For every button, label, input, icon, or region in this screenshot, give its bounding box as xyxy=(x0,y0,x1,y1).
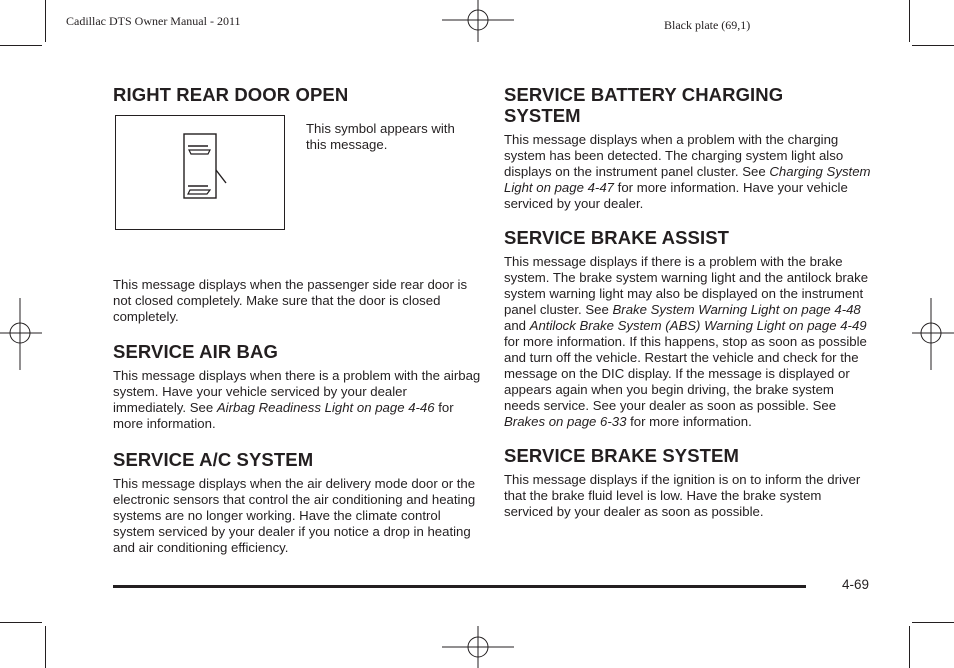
door-body: This message displays when the passenger side rear door is not closed completely. Make sure that the door is closed completely. xyxy=(113,277,468,324)
crop-mark-top-right-h xyxy=(912,45,954,46)
right-column xyxy=(504,84,872,520)
crop-mark-bottom-right-v xyxy=(909,626,910,668)
crop-mark-top-left-v xyxy=(45,0,46,42)
airbag-text-1: This message displays when there is a problem with the airbag system. Have your vehicle serviced by your dealer immediately. See xyxy=(113,368,481,415)
abs-warning-light-ref[interactable]: Antilock Brake System (ABS) Warning Light on page 4-49 xyxy=(529,318,867,333)
battery-body xyxy=(504,132,872,212)
plate-label: Black plate (69,1) xyxy=(664,18,751,32)
section-title-service-battery-charging-system: SERVICE BATTERY CHARGING SYSTEM xyxy=(504,84,784,126)
crop-mark-bottom-left-h xyxy=(0,622,42,623)
brake-assist-text-3: for more information. If this happens, stop as soon as possible and turn off the vehicle. Restart the vehicle and check for the message on the DIC display. If the message is displayed or appears again when you begin driving, the brake system needs service. See your dealer as soon as possible. See xyxy=(504,334,867,413)
section-title-service-ac-system: SERVICE A/C SYSTEM xyxy=(113,449,314,470)
manual-title: Cadillac DTS Owner Manual - 2011 xyxy=(66,14,241,28)
crop-mark-bottom-left-v xyxy=(45,626,46,668)
brake-assist-text-2: and xyxy=(504,318,530,333)
left-column xyxy=(113,84,481,556)
airbag-body xyxy=(113,368,481,432)
brake-system-warning-light-ref[interactable]: Brake System Warning Light on page 4-48 xyxy=(612,302,861,317)
section-title-right-rear-door-open: RIGHT REAR DOOR OPEN xyxy=(113,84,349,105)
battery-text-2: for more information. Have your vehicle serviced by your dealer. xyxy=(504,180,848,211)
brake-assist-text-1: This message displays if there is a problem with the brake system. The brake system warning light and the antilock brake system warning light may also be displayed on the instrument panel cluster. See xyxy=(504,254,869,317)
crop-mark-bottom-right-h xyxy=(912,622,954,623)
symbol-box xyxy=(115,115,285,230)
section-title-service-brake-assist: SERVICE BRAKE ASSIST xyxy=(504,227,730,248)
footer-rule xyxy=(113,585,806,588)
door-ajar-icon xyxy=(178,130,238,210)
ac-body: This message displays when the air delivery mode door or the electronic sensors that control the air conditioning and heating systems are no longer working. Have the climate control system serviced by your dealer if you notice a drop in heating and air conditioning efficiency. xyxy=(113,476,476,555)
brake-assist-body xyxy=(504,254,872,430)
charging-system-light-ref[interactable]: Charging System Light on page 4-47 xyxy=(504,164,871,195)
section-title-service-brake-system: SERVICE BRAKE SYSTEM xyxy=(504,445,740,466)
airbag-text-2: for more information. xyxy=(113,400,454,431)
brakes-ref[interactable]: Brakes on page 6-33 xyxy=(504,414,627,429)
registration-mark-left-icon xyxy=(0,298,42,370)
brake-assist-text-4: for more information. xyxy=(626,414,752,429)
symbol-caption: This symbol appears with this message. xyxy=(306,121,455,152)
airbag-readiness-light-ref[interactable]: Airbag Readiness Light on page 4-46 xyxy=(216,400,435,415)
registration-mark-top-icon xyxy=(442,0,514,42)
crop-mark-top-right-v xyxy=(909,0,910,42)
page-number: 4-69 xyxy=(842,577,870,592)
symbol-row xyxy=(113,115,481,253)
registration-mark-right-icon xyxy=(912,298,954,370)
brake-system-body: This message displays if the ignition is on to inform the driver that the brake fluid level is low. Have the brake system serviced by your dealer as soon as possible. xyxy=(504,472,861,519)
crop-mark-top-left-h xyxy=(0,45,42,46)
section-title-service-air-bag: SERVICE AIR BAG xyxy=(113,341,278,362)
battery-text-1: This message displays when a problem with the charging system has been detected. The charging system light also displays on the instrument panel cluster. See xyxy=(504,132,844,179)
registration-mark-bottom-icon xyxy=(442,626,514,668)
